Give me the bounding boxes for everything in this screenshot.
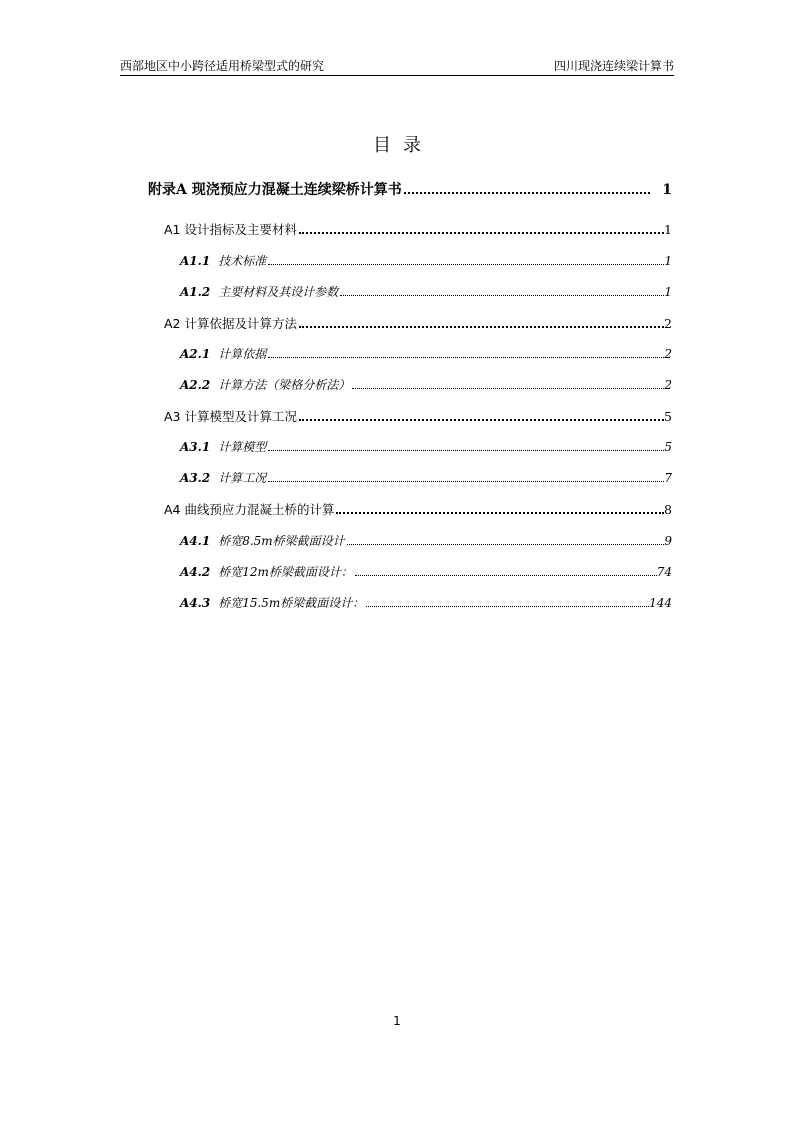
toc-entry-page: 2 bbox=[664, 316, 672, 331]
toc-entry-label: 计算方法（梁格分析法） bbox=[218, 378, 351, 392]
toc-entry-page: 2 bbox=[664, 378, 672, 392]
dot-leader bbox=[299, 418, 664, 421]
toc-entry-number: A1.1 bbox=[180, 254, 211, 268]
page-number: 1 bbox=[393, 1014, 401, 1028]
toc-entry-page: 74 bbox=[656, 565, 672, 579]
toc-entry-page: 144 bbox=[649, 596, 672, 610]
toc-entry-label: 计算依据 bbox=[218, 347, 267, 361]
toc-entry-label: 桥宽15.5m桥梁截面设计： bbox=[218, 596, 365, 610]
dot-leader bbox=[340, 294, 664, 296]
toc-entry-label: A3 计算模型及计算工况 bbox=[164, 409, 297, 424]
toc-subsection-entry[interactable] bbox=[180, 594, 672, 611]
toc-subsection-entry[interactable] bbox=[180, 469, 672, 486]
toc-subsection-entry[interactable] bbox=[180, 283, 672, 300]
dot-leader bbox=[404, 191, 651, 194]
toc-subsection-entry[interactable] bbox=[180, 376, 672, 393]
toc-entry-number: A4.2 bbox=[180, 565, 211, 579]
toc-entry-label: A4 曲线预应力混凝土桥的计算 bbox=[164, 502, 335, 517]
toc-subsection-entry[interactable] bbox=[180, 438, 672, 455]
toc-entry-page: 1 bbox=[664, 254, 672, 268]
toc-section-entry[interactable] bbox=[164, 407, 672, 425]
dot-leader bbox=[268, 480, 664, 482]
toc-entry-page: 1 bbox=[664, 285, 672, 299]
dot-leader bbox=[352, 387, 664, 389]
toc-entry-number: A3.2 bbox=[180, 471, 211, 485]
toc-subsection-entry[interactable] bbox=[180, 563, 672, 580]
toc-entry-page: 5 bbox=[664, 409, 672, 424]
toc-entry-label: 附录A 现浇预应力混凝土连续梁桥计算书 bbox=[148, 182, 402, 198]
toc-entry-label: 计算工况 bbox=[218, 471, 267, 485]
toc-section-entry[interactable] bbox=[164, 314, 672, 332]
toc-entry-label: 桥宽8.5m桥梁截面设计 bbox=[218, 534, 345, 548]
toc-section-entry[interactable] bbox=[164, 500, 672, 518]
dot-leader bbox=[268, 263, 664, 265]
toc-chapter-entry[interactable] bbox=[148, 179, 672, 199]
dot-leader bbox=[336, 511, 664, 514]
toc-section-entry[interactable] bbox=[164, 220, 672, 238]
page-title: 目录 bbox=[373, 135, 433, 156]
dot-leader bbox=[347, 543, 665, 545]
toc-entry-page: 1 bbox=[664, 222, 672, 237]
dot-leader bbox=[366, 605, 649, 607]
toc-entry-number: A4.3 bbox=[180, 596, 211, 610]
toc-entry-page: 5 bbox=[664, 440, 672, 454]
toc-entry-label: A1 设计指标及主要材料 bbox=[164, 222, 297, 237]
toc-entry-label: 计算模型 bbox=[218, 440, 267, 454]
toc-subsection-entry[interactable] bbox=[180, 252, 672, 269]
page-header bbox=[120, 57, 674, 76]
dot-leader bbox=[299, 231, 664, 234]
toc-entry-label: 技术标准 bbox=[218, 254, 267, 268]
dot-leader bbox=[268, 356, 664, 358]
toc-entry-number: A2.1 bbox=[180, 347, 211, 361]
toc-entry-page: 7 bbox=[664, 471, 672, 485]
toc-entry-number: A2.2 bbox=[180, 378, 211, 392]
dot-leader bbox=[299, 325, 664, 328]
toc-subsection-entry[interactable] bbox=[180, 345, 672, 362]
toc-entry-label: A2 计算依据及计算方法 bbox=[164, 316, 297, 331]
toc-entry-number: A3.1 bbox=[180, 440, 211, 454]
toc-entry-label: 桥宽12m桥梁截面设计： bbox=[218, 565, 353, 579]
toc-subsection-entry[interactable] bbox=[180, 532, 672, 549]
dot-leader bbox=[268, 449, 664, 451]
toc-entry-page: 2 bbox=[664, 347, 672, 361]
toc-entry-number: A1.2 bbox=[180, 285, 211, 299]
toc-entry-page: 9 bbox=[664, 534, 672, 548]
header-document-title: 西部地区中小跨径适用桥梁型式的研究 bbox=[120, 59, 325, 73]
dot-leader bbox=[355, 574, 657, 576]
toc-entry-number: A4.1 bbox=[180, 534, 211, 548]
header-section-title: 四川现浇连续梁计算书 bbox=[553, 59, 674, 73]
toc-entry-page: 8 bbox=[664, 502, 672, 517]
toc-entry-label: 主要材料及其设计参数 bbox=[218, 285, 339, 299]
toc-entry-page: 1 bbox=[662, 182, 672, 198]
